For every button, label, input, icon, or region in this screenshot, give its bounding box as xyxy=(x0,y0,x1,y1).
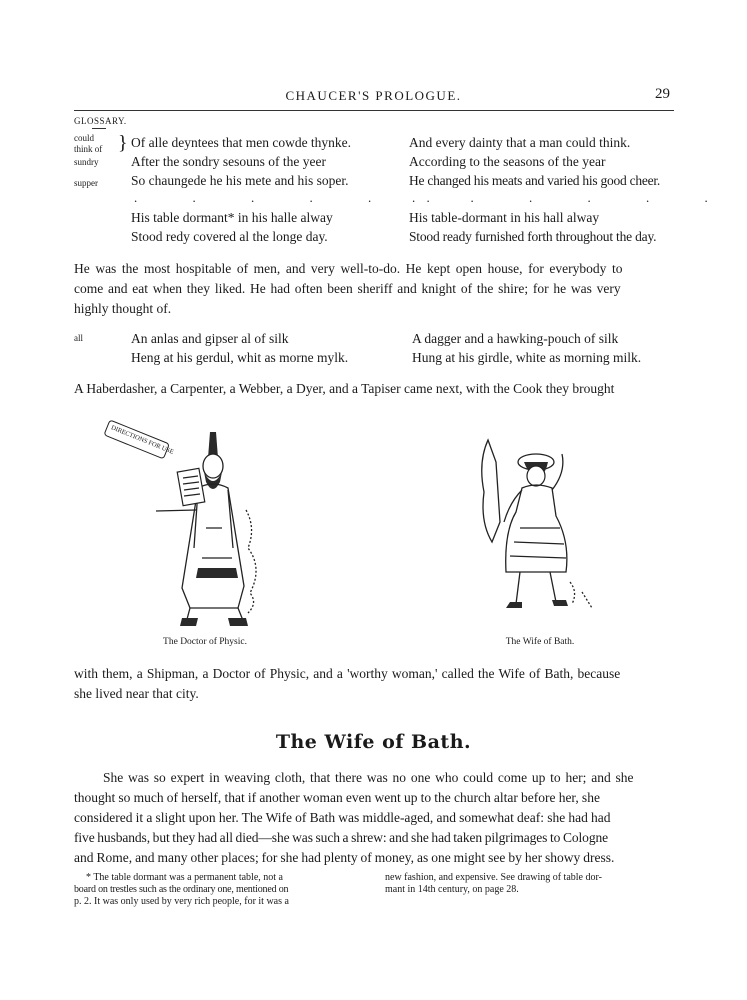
verse-modern-line: According to the seasons of the year xyxy=(409,154,606,169)
footnote-line: mant in 14th century, on page 28. xyxy=(385,884,519,895)
footnote-line: board on trestles such as the ordinary one, mentioned on xyxy=(74,884,289,895)
verse-old-line: Of alle deyntees that men cowde thynke. xyxy=(131,135,352,150)
body-line: A Haberdasher, a Carpenter, a Webber, a Dyer, and a Tapiser came next, with the Cook they brought xyxy=(74,381,615,396)
glossary-heading: GLOSSARY. xyxy=(74,116,127,126)
page-number: 29 xyxy=(655,86,670,102)
body-line: thought so much of herself, that if another woman even went up to the church altar before her, she xyxy=(74,790,600,805)
wife-of-bath-illustration xyxy=(470,432,600,622)
verse-old-line: An anlas and gipser al of silk xyxy=(131,331,289,346)
doctor-of-physic-illustration xyxy=(98,418,278,633)
verse-modern-line: Stood ready furnished forth throughout the day. xyxy=(409,229,657,244)
body-line: with them, a Shipman, a Doctor of Physic, and a 'worthy woman,' called the Wife of Bath, because xyxy=(74,666,621,681)
footnote-line: new fashion, and expensive. See drawing of table dor- xyxy=(385,872,602,883)
scroll-text: DIRECTIONS FOR USE xyxy=(109,424,175,456)
glossary-entry: could xyxy=(74,133,94,143)
running-header: CHAUCER'S PROLOGUE. xyxy=(285,88,462,103)
glossary-brace: } xyxy=(118,132,128,154)
body-line: and Rome, and many other places; for she had plenty of money, as one might see by her showy dress. xyxy=(74,850,615,865)
body-line: highly thought of. xyxy=(74,301,172,316)
body-line: come and eat when they liked. He had often been sheriff and knight of the shire; for he was very xyxy=(74,281,621,296)
verse-old-line: His table dormant* in his halle alway xyxy=(131,210,333,225)
glossary-entry: all xyxy=(74,333,83,343)
body-line: she lived near that city. xyxy=(74,686,199,701)
verse-modern-line: He changed his meats and varied his good cheer. xyxy=(409,173,661,188)
body-line: He was the most hospitable of men, and very well-to-do. He kept open house, for everybody to xyxy=(74,261,623,276)
glossary-underline xyxy=(92,128,106,129)
caption-wife-of-bath: The Wife of Bath. xyxy=(505,637,575,647)
verse-old-line: So chaungede he his mete and his soper. xyxy=(131,173,349,188)
verse-ellipsis: . . . . . . xyxy=(412,190,734,205)
body-line: She was so expert in weaving cloth, that there was no one who could come up to her; and she xyxy=(103,770,634,785)
verse-modern-line: A dagger and a hawking-pouch of silk xyxy=(412,331,619,346)
verse-old-line: Stood redy covered al the longe day. xyxy=(131,229,328,244)
verse-modern-line: Hung at his girdle, white as morning milk. xyxy=(412,350,642,365)
glossary-entry: sundry xyxy=(74,157,99,167)
body-line: five husbands, but they had all died—she was such a shrew: and she had taken pilgrimages to Cologne xyxy=(74,830,609,845)
verse-modern-line: His table-dormant in his hall alway xyxy=(409,210,600,225)
header-rule xyxy=(74,110,674,111)
body-line: considered it a slight upon her. The Wife of Bath was middle-aged, and somewhat deaf: she had had xyxy=(74,810,611,825)
verse-ellipsis: . . . . . . xyxy=(134,190,456,205)
caption-doctor: The Doctor of Physic. xyxy=(163,637,247,647)
glossary-entry: supper xyxy=(74,178,98,188)
glossary-entry: think of xyxy=(74,144,103,154)
footnote-line: * The table dormant was a permanent table, not a xyxy=(86,872,283,883)
section-heading: The Wife of Bath. xyxy=(275,731,472,753)
verse-old-line: Heng at his gerdul, whit as morne mylk. xyxy=(131,350,349,365)
verse-old-line: After the sondry sesouns of the yeer xyxy=(131,154,326,169)
footnote-line: p. 2. It was only used by very rich people, for it was a xyxy=(74,896,289,907)
verse-modern-line: And every dainty that a man could think. xyxy=(409,135,631,150)
